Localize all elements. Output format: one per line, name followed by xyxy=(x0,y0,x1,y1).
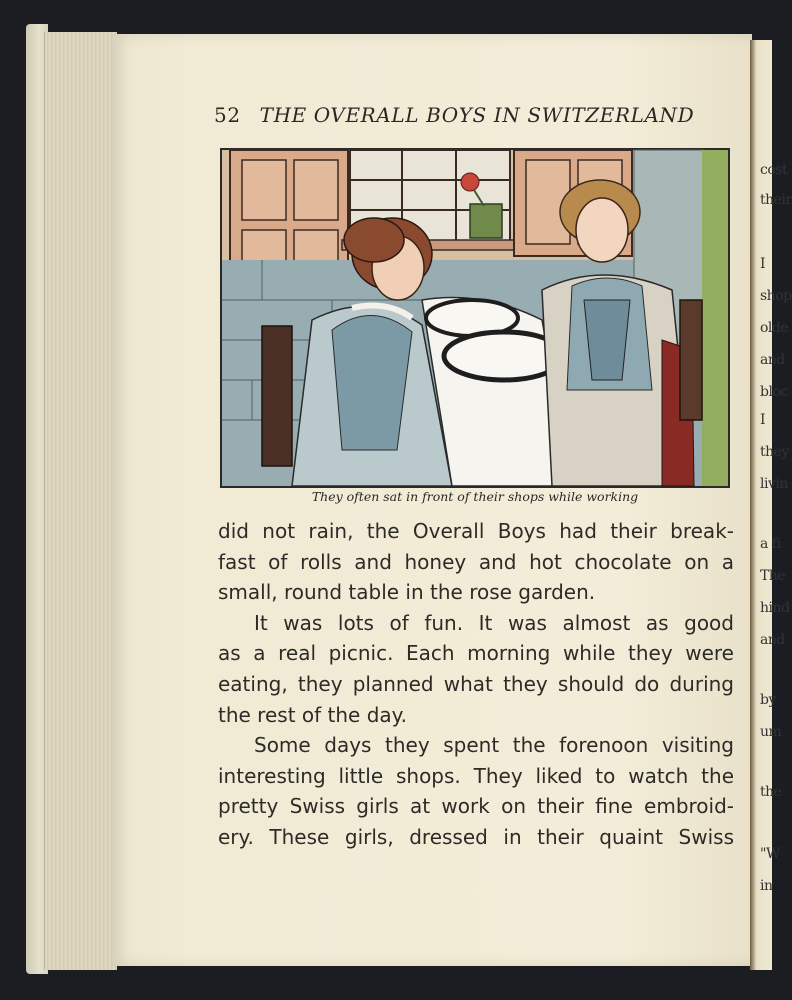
next-page-fragment: um xyxy=(760,724,782,740)
next-page-fragment: in xyxy=(760,878,773,894)
next-page-fragment: I xyxy=(760,256,766,272)
text-line: ery. These girls, dressed in their quaint Swiss xyxy=(218,824,734,849)
page-stack xyxy=(44,32,117,970)
next-page-fragment: by xyxy=(760,692,776,708)
next-page-fragment: "W xyxy=(760,846,780,862)
next-page-fragment: cost xyxy=(760,162,788,178)
next-page-fragment: a fi xyxy=(760,536,781,552)
next-page-fragment: shop xyxy=(760,288,792,304)
text-line: eating, they planned what they should do during xyxy=(218,671,734,696)
next-page-fragment: I xyxy=(760,412,766,428)
text-line: fast of rolls and honey and hot chocolate on a xyxy=(218,549,734,574)
text-line: small, round table in the rose garden. xyxy=(218,580,596,605)
illustration-two-girls-embroidering xyxy=(220,148,730,488)
illustration-image xyxy=(222,150,728,486)
next-page-fragment: and xyxy=(760,352,785,368)
text-line: pretty Swiss girls at work on their fine embroid- xyxy=(218,794,734,819)
body-text xyxy=(218,516,734,853)
next-page-fragment: The xyxy=(760,568,786,584)
text-line: the rest of the day. xyxy=(218,702,407,727)
text-line: It was lots of fun. It was almost as good xyxy=(254,610,734,635)
next-page-fragment: bloc xyxy=(760,384,788,400)
running-header xyxy=(214,103,734,127)
running-head-title: THE OVERALL BOYS IN SWITZERLAND xyxy=(259,103,695,127)
text-line: interesting little shops. They liked to watch the xyxy=(218,763,734,788)
text-line: did not rain, the Overall Boys had their break- xyxy=(218,519,734,543)
next-page-fragment: livin xyxy=(760,476,788,492)
next-page-fragment: the xyxy=(760,784,782,800)
next-page-fragment: and xyxy=(760,632,785,648)
next-page-fragment: hind xyxy=(760,600,790,616)
next-page-fragment: their xyxy=(760,192,792,208)
next-page-edge xyxy=(750,40,792,970)
page-number: 52 xyxy=(214,103,241,127)
next-page-fragment: olde xyxy=(760,320,789,336)
next-page-fragment: they xyxy=(760,444,789,460)
text-line: as a real picnic. Each morning while they were xyxy=(218,641,734,666)
illustration-caption: They often sat in front of their shops while working xyxy=(311,489,639,504)
text-line: Some days they spent the forenoon visiting xyxy=(254,733,734,758)
